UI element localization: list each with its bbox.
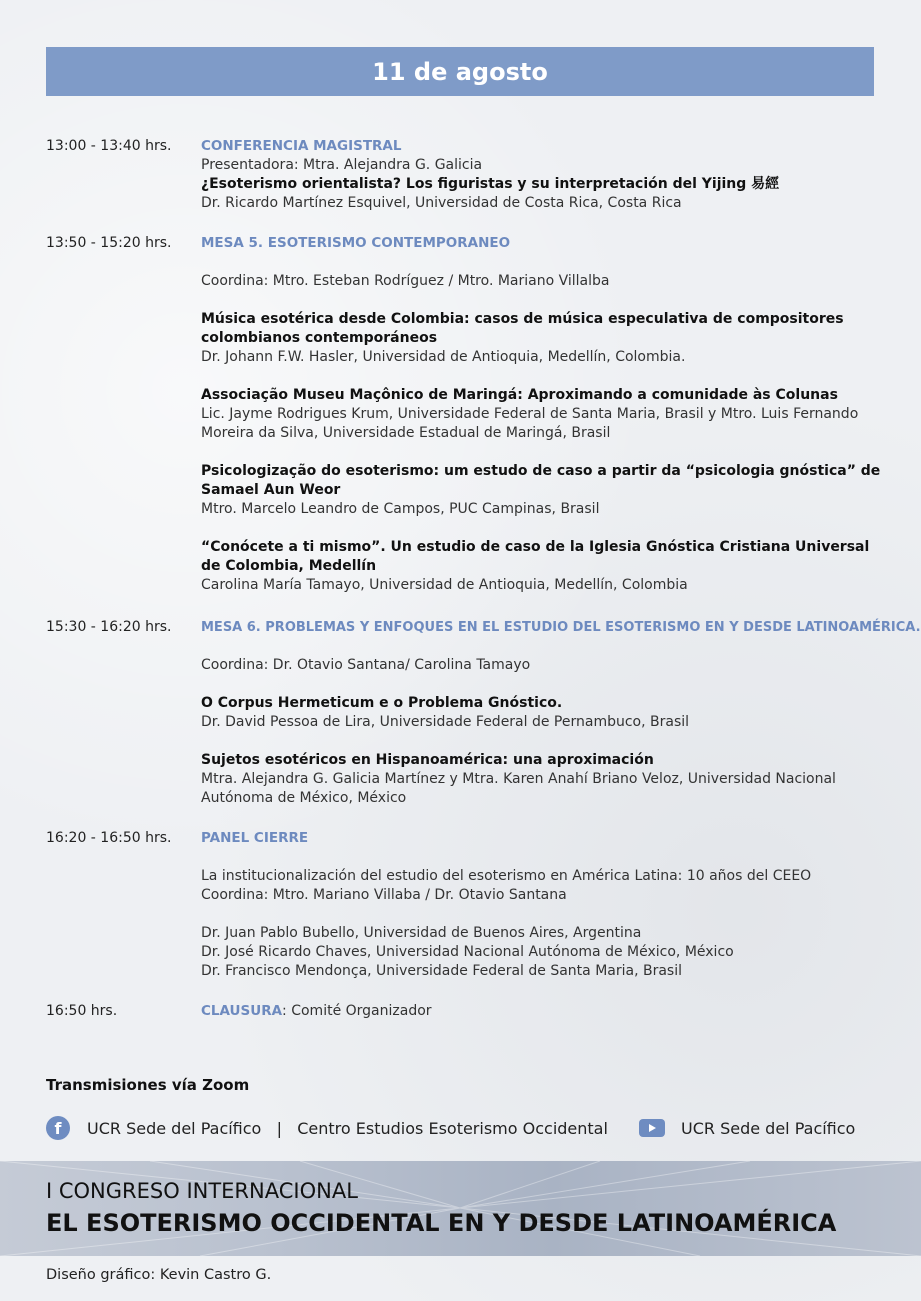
coordina-line: Coordina: Mtro. Esteban Rodríguez / Mtro. Mariano Villalba [201, 273, 610, 289]
time-label: 13:00 - 13:40 hrs. [46, 138, 172, 154]
talk-title: O Corpus Hermeticum e o Problema Gnóstico. [201, 695, 563, 711]
time-label: 15:30 - 16:20 hrs. [46, 619, 172, 635]
session-heading: CONFERENCIA MAGISTRAL [201, 138, 402, 154]
talk-title: Sujetos esotéricos en Hispanoamérica: una aproximación [201, 752, 654, 768]
footer-band [0, 1161, 921, 1256]
youtube-text: UCR Sede del Pacífico [681, 1118, 856, 1138]
coordina-line: Coordina: Mtro. Mariano Villaba / Dr. Otavio Santana [201, 887, 567, 903]
session-heading: MESA 6. PROBLEMAS Y ENFOQUES EN EL ESTUDIO DEL ESOTERISMO EN Y DESDE LATINOAMÉRICA. [201, 620, 921, 635]
panelist: Dr. Francisco Mendonça, Universidade Federal de Santa Maria, Brasil [201, 963, 682, 979]
panelist: Dr. Juan Pablo Bubello, Universidad de Buenos Aires, Argentina [201, 925, 642, 941]
panel-topic: La institucionalización del estudio del esoterismo en América Latina: 10 años del CEEO [201, 868, 812, 884]
date-banner [46, 47, 874, 96]
date-title: 11 de agosto [372, 57, 548, 86]
time-label: 16:20 - 16:50 hrs. [46, 830, 172, 846]
youtube-icon [639, 1119, 665, 1137]
talk-title: ¿Esoterismo orientalista? Los figuristas y su interpretación del Yijing 易經 [201, 176, 780, 192]
designer-credit: Diseño gráfico: Kevin Castro G. [46, 1267, 272, 1283]
session-heading: PANEL CIERRE [201, 830, 309, 846]
coordina-line: Coordina: Dr. Otavio Santana/ Carolina Tamayo [201, 657, 531, 673]
presenter-line: Presentadora: Mtra. Alejandra G. Galicia [201, 157, 483, 173]
session-heading: MESA 5. ESOTERISMO CONTEMPORANEO [201, 235, 511, 251]
facebook-icon: f [46, 1116, 70, 1140]
facebook-link[interactable] [46, 1115, 608, 1141]
talk-author: Mtra. Alejandra G. Galicia Martínez y Mtra. Karen Anahí Briano Veloz, Universidad Nacional Autónoma de México, México [201, 771, 836, 806]
talk-title: Psicologização do esoterismo: um estudo de caso a partir da “psicologia gnóstica” de Samael Aun Weor [201, 463, 881, 498]
youtube-link[interactable] [639, 1115, 855, 1141]
talk-title: Música esotérica desde Colombia: casos de música especulativa de compositores colombianos contemporáneos [201, 311, 844, 346]
congress-subtitle: I CONGRESO INTERNACIONAL [46, 1179, 358, 1203]
clausura-suffix: : Comité Organizador [282, 1003, 432, 1019]
time-label: 16:50 hrs. [46, 1003, 118, 1019]
talk-author: Lic. Jayme Rodrigues Krum, Universidade Federal de Santa Maria, Brasil y Mtro. Luis Fernando Moreira da Silva, Universidade Estadual de Maringá, Brasil [201, 406, 859, 441]
talk-author: Mtro. Marcelo Leandro de Campos, PUC Campinas, Brasil [201, 501, 600, 517]
facebook-text: UCR Sede del Pacífico | Centro Estudios Esoterismo Occidental [87, 1118, 608, 1138]
congress-title: EL ESOTERISMO OCCIDENTAL EN Y DESDE LATINOAMÉRICA [46, 1209, 837, 1237]
zoom-title: Transmisiones vía Zoom [46, 1076, 250, 1094]
talk-author: Dr. Ricardo Martínez Esquivel, Universidad de Costa Rica, Costa Rica [201, 195, 682, 211]
talk-title: Associação Museu Maçônico de Maringá: Aproximando a comunidade às Colunas [201, 387, 838, 403]
session-heading: CLAUSURA [201, 1003, 283, 1019]
talk-author: Carolina María Tamayo, Universidad de Antioquia, Medellín, Colombia [201, 577, 688, 593]
time-label: 13:50 - 15:20 hrs. [46, 235, 172, 251]
talk-author: Dr. Johann F.W. Hasler, Universidad de Antioquia, Medellín, Colombia. [201, 349, 686, 365]
talk-author: Dr. David Pessoa de Lira, Universidade Federal de Pernambuco, Brasil [201, 714, 690, 730]
panelist: Dr. José Ricardo Chaves, Universidad Nacional Autónoma de México, México [201, 944, 734, 960]
talk-title: “Conócete a ti mismo”. Un estudio de caso de la Iglesia Gnóstica Cristiana Universal de Colombia, Medellín [201, 539, 870, 574]
